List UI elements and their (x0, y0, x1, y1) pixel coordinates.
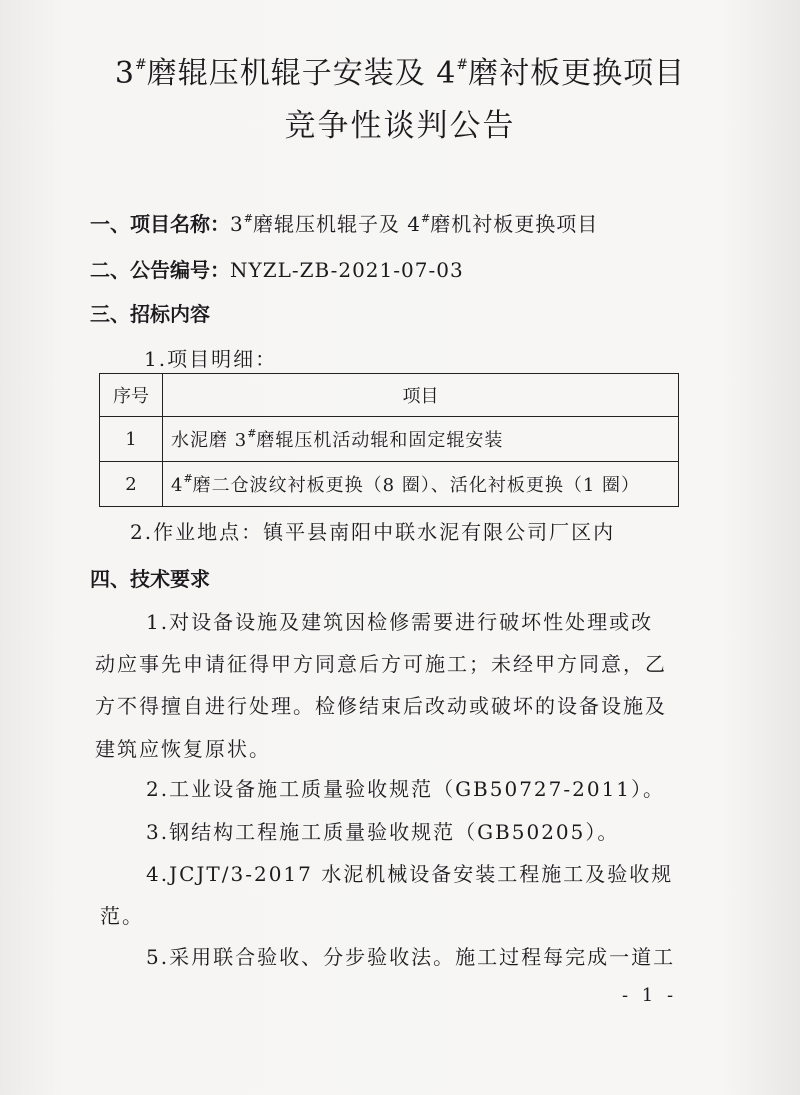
table-header-no: 序号 (100, 374, 163, 417)
subsection-work-location: 2.作业地点：镇平县南阳中联水泥有限公司厂区内 (130, 520, 616, 544)
section-technical-requirements: 四、技术要求 (90, 567, 210, 591)
section-notice-number: 二、公告编号：NYZL-ZB-2021-07-03 (90, 258, 464, 282)
table-cell-no: 1 (100, 417, 163, 462)
table-cell-item: 水泥磨 3#磨辊压机活动辊和固定辊安装 (163, 417, 679, 462)
table-cell-no: 2 (100, 462, 163, 507)
table-header-item: 项目 (163, 374, 679, 417)
table-row (100, 417, 679, 462)
requirement-4-line1: 4.JCJT/3-2017 水泥机械设备安装工程施工及验收规 (146, 862, 674, 886)
page-number: - 1 - (622, 985, 678, 1006)
requirement-2: 2.工业设备施工质量验收规范（GB50727-2011）。 (146, 777, 666, 801)
table-cell-item: 4#磨二仓波纹衬板更换（8 圈）、活化衬板更换（1 圈） (163, 462, 679, 507)
table-row (100, 462, 679, 507)
requirement-1-line4: 建筑应恢复原状。 (95, 737, 271, 761)
requirement-4-line2: 范。 (100, 904, 144, 928)
requirement-1-line2: 动应事先申请征得甲方同意后方可施工；未经甲方同意，乙 (95, 652, 667, 676)
document-title-line1: 3#磨辊压机辊子安装及 4#磨衬板更换项目 (114, 56, 686, 91)
table-header-row (100, 374, 679, 417)
section-tender-content: 三、招标内容 (90, 302, 210, 326)
subsection-project-details: 1.项目明细： (144, 347, 278, 371)
requirement-5-line1: 5.采用联合验收、分步验收法。施工过程每完成一道工 (146, 945, 676, 969)
requirement-1-line1: 1.对设备设施及建筑因检修需要进行破坏性处理或改 (146, 610, 654, 634)
requirement-1-line3: 方不得擅自进行处理。检修结束后改动或破坏的设备设施及 (95, 694, 667, 718)
section-project-name: 一、项目名称：3#磨辊压机辊子及 4#磨机衬板更换项目 (90, 212, 599, 236)
project-items-table (99, 373, 679, 507)
requirement-3: 3.钢结构工程施工质量验收规范（GB50205）。 (146, 820, 620, 844)
document-title-line2: 竞争性谈判公告 (284, 108, 516, 144)
